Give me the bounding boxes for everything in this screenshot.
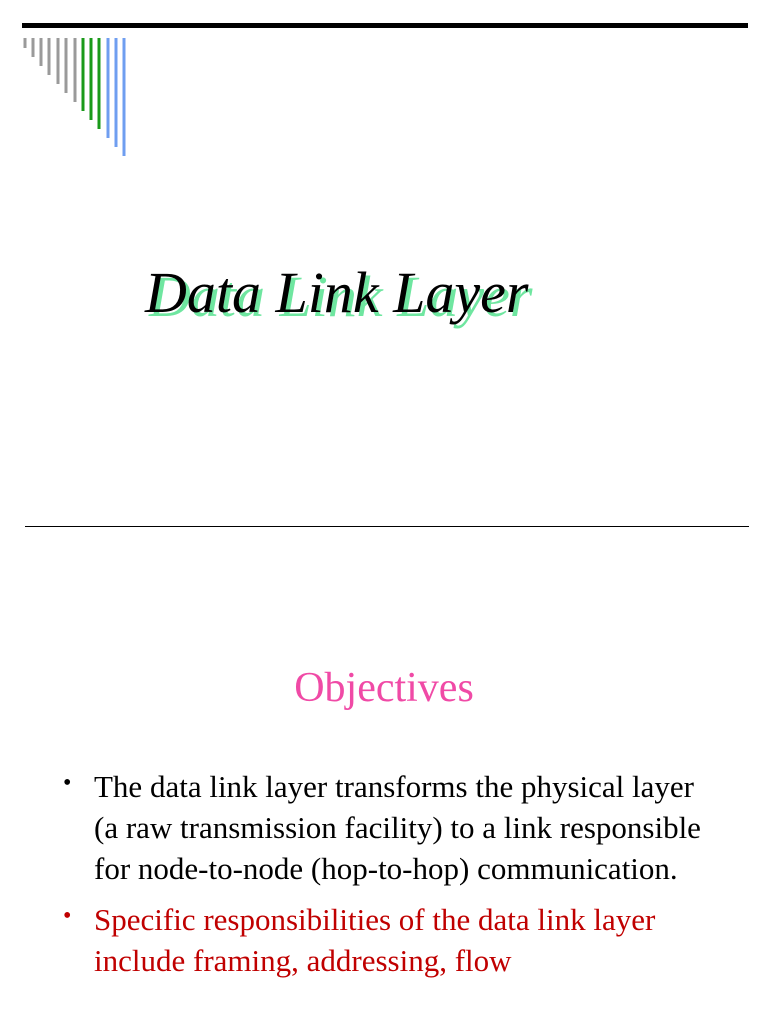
list-item — [63, 899, 703, 981]
bullet-icon: • — [63, 903, 72, 929]
bullet-text: Specific responsibilities of the data link layer include framing, addressing, flow — [94, 902, 656, 978]
bullet-text: The data link layer transforms the physical layer (a raw transmission facility) to a link responsible for node-to-node (hop-to-hop) communication. — [94, 769, 701, 886]
objectives-slide — [0, 528, 768, 1024]
list-item — [63, 766, 703, 889]
objectives-list — [63, 766, 703, 991]
bullet-icon: • — [63, 770, 72, 796]
decorative-stripes — [0, 0, 200, 170]
objectives-heading: Objectives — [294, 665, 474, 711]
slide-title: Data Link Layer — [145, 260, 529, 325]
page-divider — [25, 526, 749, 527]
